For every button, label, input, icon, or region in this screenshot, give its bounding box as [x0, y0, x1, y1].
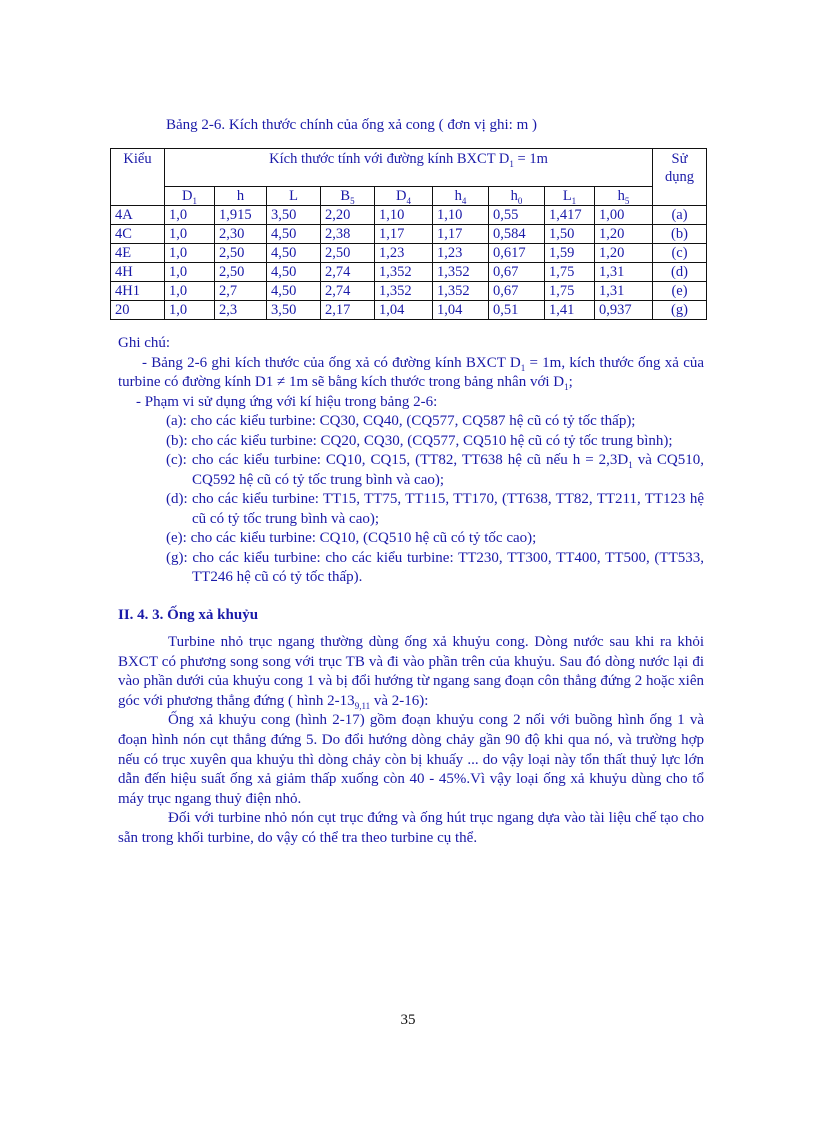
cell-value: 2,30 [215, 225, 267, 244]
header-span-main: Kích thước tính với đường kính BXCT D [269, 151, 510, 167]
header-span [165, 149, 653, 187]
table-row [111, 206, 707, 225]
subheader-cell: $h_5$ [595, 187, 653, 206]
cell-value: 1,17 [433, 225, 489, 244]
table-body [111, 206, 707, 320]
cell-value: 1,75 [545, 263, 595, 282]
cell-value: 0,617 [489, 244, 545, 263]
cell-value: 1,417 [545, 206, 595, 225]
page-number: 35 [400, 1012, 416, 1028]
cell-value: 2,50 [215, 244, 267, 263]
header-su-dung: Sử dụng [653, 149, 707, 206]
subheader-cell: $D_4$ [375, 187, 433, 206]
cell-value: 2,17 [321, 301, 375, 320]
cell-value: 3,50 [267, 206, 321, 225]
body-paragraph-2: Ống xả khuỷu cong (hình 2-17) gồm đoạn khuỷu cong 2 nối với buồng hình ống 1 và đoạn hình nón cụt thẳng đứng 5. Do đổi hướng dòng chảy gần 90 độ khi qua nó, và trường hợp nếu có trục xuyên qua khuỷu thì dòng chảy còn bị khuấy ... do vậy loại này tổn thất thuỷ lực lớn dẫn đến hiệu suất ống xả giảm thấp xuống còn 40 - 45%.Vì vậy loại ống xả khuỷu dùng cho tổ máy trục ngang thuỷ điện nhỏ. [118, 712, 704, 807]
body-paragraph-3: Đối với turbine nhỏ nón cụt trục đứng và ống hút trục ngang dựa vào tài liệu chế tạo cho sẵn trong khối turbine, do vậy có thể tra theo turbine cụ thể. [118, 810, 704, 846]
cell-value: 3,50 [267, 301, 321, 320]
notes-item-c: (c): cho các kiểu turbine: CQ10, CQ15, (TT82, TT638 hệ cũ nếu $h = 2,3D_1$ và CQ510, CQ592 hệ cũ có tỷ tốc trung bình và cao); [166, 452, 704, 488]
cell-value: 1,0 [165, 225, 215, 244]
cell-kieu: 4E [111, 244, 165, 263]
cell-value: 1,352 [375, 282, 433, 301]
cell-value: 1,04 [433, 301, 489, 320]
cell-value: 1,23 [375, 244, 433, 263]
cell-value: 1,0 [165, 244, 215, 263]
subheader-cell: $L_1$ [545, 187, 595, 206]
notes-item-b: (b): cho các kiểu turbine: CQ20, CQ30, (CQ577, CQ510 hệ cũ có tỷ tốc trung bình); [166, 432, 673, 449]
cell-value: 2,7 [215, 282, 267, 301]
cell-value: 1,10 [433, 206, 489, 225]
table-subheader-row [111, 187, 707, 206]
cell-value: 1,04 [375, 301, 433, 320]
header-kieu: Kiểu [111, 149, 165, 206]
subheader-cell: h [215, 187, 267, 206]
cell-value: 4,50 [267, 244, 321, 263]
cell-value: 4,50 [267, 225, 321, 244]
cell-value: 1,00 [595, 206, 653, 225]
notes-title: Ghi chú: [118, 335, 171, 351]
dimension-table [110, 148, 707, 320]
subheader-cell: $h_4$ [433, 187, 489, 206]
cell-value: 1,0 [165, 282, 215, 301]
cell-value: 1,75 [545, 282, 595, 301]
cell-value: 1,41 [545, 301, 595, 320]
cell-value: 2,20 [321, 206, 375, 225]
cell-kieu: 20 [111, 301, 165, 320]
cell-value: 0,51 [489, 301, 545, 320]
subheader-cell: $h_0$ [489, 187, 545, 206]
table-row [111, 263, 707, 282]
cell-su-dung: (b) [653, 225, 707, 244]
notes-item-a: (a): cho các kiểu turbine: CQ30, CQ40, (CQ577, CQ587 hệ cũ có tỷ tốc thấp); [166, 413, 636, 429]
table-row [111, 301, 707, 320]
cell-su-dung: (d) [653, 263, 707, 282]
cell-value: 1,50 [545, 225, 595, 244]
cell-kieu: 4C [111, 225, 165, 244]
subheader-cell: L [267, 187, 321, 206]
table-row [111, 244, 707, 263]
cell-value: 1,915 [215, 206, 267, 225]
cell-value: 1,10 [375, 206, 433, 225]
cell-value: 1,0 [165, 263, 215, 282]
cell-kieu: 4H1 [111, 282, 165, 301]
cell-value: 0,937 [595, 301, 653, 320]
body-paragraph-1: Turbine nhỏ trục ngang thường dùng ống xả khuỷu cong. Dòng nước sau khi ra khỏi BXCT có phương song song với trục TB và đi vào phần trên của khuỷu. Sau đó dòng nước lại đi vào phần dưới của khuỷu cong 1 và bị đổi hướng từ ngang sang đoạn côn thẳng đứng 2 hoặc xiên góc với phương thẳng đứng ( hình $2-13_{9,11}$ và 2-16): [118, 634, 704, 711]
cell-kieu: 4H [111, 263, 165, 282]
notes-item-d: (d): cho các kiểu turbine: TT15, TT75, TT115, TT170, (TT638, TT82, TT211, TT123 hệ cũ có tỷ tốc trung bình và cao); [166, 491, 704, 527]
notes-item-g: (g): cho các kiểu turbine: cho các kiểu turbine: TT230, TT300, TT400, TT500, (TT533, TT246 hệ cũ có tỷ tốc thấp). [166, 549, 704, 585]
notes-paragraph-1: - Bảng 2-6 ghi kích thước của ống xả có đường kính BXCT $D_1 = 1m$, kích thước ống xả của turbine có đường kính D1 ≠ 1m sẽ bằng kích thước trong bảng nhân với $D_1$; [118, 354, 705, 392]
table-header-row [111, 149, 707, 187]
cell-value: 2,74 [321, 263, 375, 282]
cell-value: 1,23 [433, 244, 489, 263]
cell-value: 2,74 [321, 282, 375, 301]
cell-value: 1,17 [375, 225, 433, 244]
cell-su-dung: (c) [653, 244, 707, 263]
cell-value: 1,0 [165, 206, 215, 225]
cell-value: 4,50 [267, 263, 321, 282]
cell-value: 0,55 [489, 206, 545, 225]
cell-value: 2,50 [321, 244, 375, 263]
cell-value: 2,38 [321, 225, 375, 244]
table-caption: Bảng 2-6. Kích thước chính của ống xả cong ( đơn vị ghi: m ) [166, 117, 538, 133]
cell-value: 1,59 [545, 244, 595, 263]
cell-value: 1,20 [595, 244, 653, 263]
cell-value: 1,31 [595, 263, 653, 282]
cell-value: 2,3 [215, 301, 267, 320]
cell-value: 4,50 [267, 282, 321, 301]
cell-value: 1,31 [595, 282, 653, 301]
cell-value: 1,352 [433, 282, 489, 301]
cell-value: 0,67 [489, 263, 545, 282]
header-span-tail: = 1m [513, 151, 548, 167]
cell-su-dung: (a) [653, 206, 707, 225]
notes-item-e: (e): cho các kiểu turbine: CQ10, (CQ510 hệ cũ có tỷ tốc cao); [166, 530, 537, 546]
table-row [111, 225, 707, 244]
cell-value: 1,352 [375, 263, 433, 282]
notes-block [118, 334, 704, 588]
cell-kieu: 4A [111, 206, 165, 225]
cell-value: 1,352 [433, 263, 489, 282]
header-span-sub: 1 [509, 158, 514, 169]
cell-value: 2,50 [215, 263, 267, 282]
cell-value: 0,67 [489, 282, 545, 301]
body-text [118, 633, 704, 849]
subheader-cell: $D_1$ [165, 187, 215, 206]
cell-value: 0,584 [489, 225, 545, 244]
cell-value: 1,20 [595, 225, 653, 244]
cell-su-dung: (e) [653, 282, 707, 301]
table-row [111, 282, 707, 301]
notes-paragraph-2: - Phạm vi sử dụng ứng với kí hiệu trong bảng 2-6: [136, 393, 438, 410]
subheader-cell: $B_5$ [321, 187, 375, 206]
cell-su-dung: (g) [653, 301, 707, 320]
section-heading: II. 4. 3. Ống xả khuỷu [118, 607, 259, 623]
cell-value: 1,0 [165, 301, 215, 320]
